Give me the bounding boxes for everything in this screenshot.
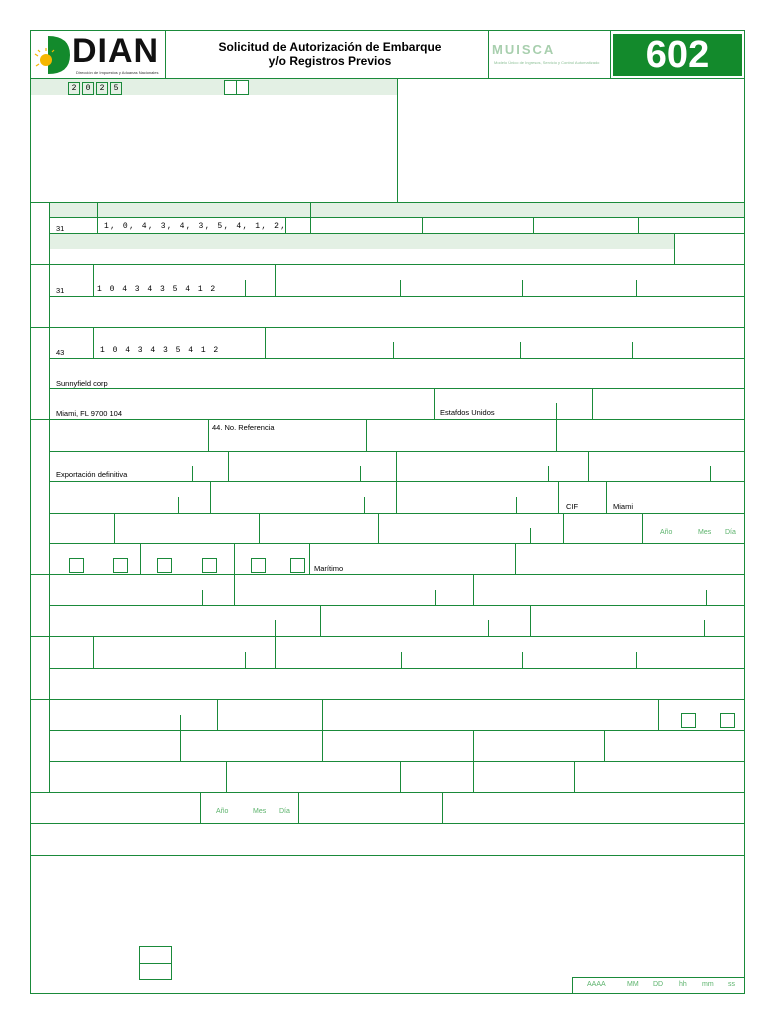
form-rule-line xyxy=(606,481,607,513)
form-rule-line xyxy=(574,761,575,792)
year-digit: 2 xyxy=(96,82,108,95)
form-rule-line xyxy=(245,652,246,668)
form-rule-line xyxy=(30,792,745,793)
form-rule-line xyxy=(97,203,98,233)
form-rule-line xyxy=(530,605,531,636)
form-rule-line xyxy=(50,513,744,514)
form-rule-line xyxy=(165,30,166,78)
form-rule-line xyxy=(30,699,745,700)
form-rule-line xyxy=(93,636,94,668)
reference-label: 44. No. Referencia xyxy=(212,423,275,432)
form-rule-line xyxy=(180,715,181,761)
shaded-band xyxy=(50,234,674,249)
form-rule-line xyxy=(228,451,229,481)
form-rule-line xyxy=(704,620,705,636)
form-rule-line xyxy=(658,699,659,730)
form-rule-line xyxy=(49,202,50,792)
dian-logo-subtitle: Dirección de Impuestos y Aduanas Nacionales xyxy=(76,70,159,75)
checkbox[interactable] xyxy=(236,80,249,95)
form-rule-line xyxy=(309,543,310,574)
form-rule-line xyxy=(30,574,745,575)
shaded-band xyxy=(50,203,744,217)
form-rule-line xyxy=(515,543,516,574)
form-rule-line xyxy=(360,466,361,481)
checkbox[interactable] xyxy=(251,558,266,573)
export-type-field[interactable]: Exportación definitiva xyxy=(56,470,128,479)
form-rule-line xyxy=(592,388,593,419)
form-rule-line xyxy=(50,296,744,297)
form-rule-line xyxy=(50,605,744,606)
checkbox[interactable] xyxy=(69,558,84,573)
form-rule-line xyxy=(488,30,489,78)
address-field[interactable]: Miami, FL 9700 104 xyxy=(56,409,123,418)
form-rule-line xyxy=(488,620,489,636)
timestamp-hint: AAAA xyxy=(587,981,606,988)
form-rule-line xyxy=(636,652,637,668)
form-rule-line xyxy=(473,574,474,605)
form-rule-line xyxy=(259,513,260,543)
year-digit: 0 xyxy=(82,82,94,95)
code-field[interactable]: 43 xyxy=(56,348,65,357)
form-rule-line xyxy=(638,217,639,233)
form-rule-line xyxy=(366,419,367,451)
form-rule-line xyxy=(30,327,745,328)
form-rule-line xyxy=(533,217,534,233)
form-rule-line xyxy=(572,977,573,994)
muisca-logo: MUISCA xyxy=(492,42,556,57)
form-rule-line xyxy=(364,497,365,513)
form-rule-line xyxy=(401,652,402,668)
timestamp-hint: mm xyxy=(702,981,714,988)
form-rule-line xyxy=(202,590,203,605)
form-rule-line xyxy=(93,264,94,296)
timestamp-hint: DD xyxy=(653,981,664,988)
form-rule-line xyxy=(50,217,744,218)
form-number-badge: 602 xyxy=(613,34,742,76)
form-rule-line xyxy=(50,543,744,544)
country-field[interactable]: Estafdos Unidos xyxy=(440,408,495,417)
form-rule-line xyxy=(604,730,605,761)
transport-field[interactable]: Marítimo xyxy=(314,564,344,573)
nit-field[interactable]: 1 0 4 3 4 3 5 4 1 2 xyxy=(100,346,220,355)
form-rule-line xyxy=(400,280,401,296)
year-hint: Año xyxy=(216,808,229,815)
form-rule-line xyxy=(610,30,611,78)
company-field[interactable]: Sunnyfield corp xyxy=(56,379,108,388)
checkbox[interactable] xyxy=(720,713,735,728)
form-rule-line xyxy=(245,280,246,296)
year-digit: 5 xyxy=(110,82,122,95)
form-rule-line xyxy=(275,620,276,636)
form-rule-line xyxy=(178,497,179,513)
form-title-line1: Solicitud de Autorización de Embarque xyxy=(218,40,442,54)
form-rule-line xyxy=(556,419,557,451)
form-rule-line xyxy=(378,513,379,543)
form-rule-line xyxy=(50,358,744,359)
form-rule-line xyxy=(320,605,321,636)
form-rule-line xyxy=(522,652,523,668)
checkbox[interactable] xyxy=(157,558,172,573)
form-rule-line xyxy=(632,342,633,358)
form-rule-line xyxy=(588,451,589,481)
timestamp-hint: MM xyxy=(627,981,639,988)
form-rule-line xyxy=(397,79,398,202)
form-rule-line xyxy=(556,403,557,419)
form-rule-line xyxy=(265,327,266,358)
form-rule-line xyxy=(210,481,211,513)
muisca-subtitle: Modelo Único de Ingresos, Servicio y Control Automatizado xyxy=(494,60,600,65)
dian-logo-text: DIAN xyxy=(72,32,160,70)
year-digit: 2 xyxy=(68,82,80,95)
day-hint: Día xyxy=(725,529,736,536)
form-rule-line xyxy=(139,963,172,964)
checkbox[interactable] xyxy=(113,558,128,573)
form-rule-line xyxy=(275,636,276,668)
timestamp-hint: ss xyxy=(728,981,735,988)
form-rule-line xyxy=(548,466,549,481)
form-rule-line xyxy=(30,823,745,824)
form-rule-line xyxy=(114,513,115,543)
form-rule-line xyxy=(516,497,517,513)
form-rule-line xyxy=(50,761,744,762)
form-rule-line xyxy=(310,203,311,233)
checkbox[interactable] xyxy=(290,558,305,573)
code-field[interactable]: 31 xyxy=(56,286,65,295)
form-rule-line xyxy=(435,590,436,605)
day-hint: Día xyxy=(279,808,290,815)
year-hint: Año xyxy=(660,529,673,536)
month-hint: Mes xyxy=(253,808,267,815)
timestamp-hint: hh xyxy=(679,981,687,988)
form-rule-line xyxy=(442,792,443,823)
form-rule-line xyxy=(400,761,401,792)
form-rule-line xyxy=(396,451,397,513)
form-rule-line xyxy=(226,761,227,792)
form-rule-line xyxy=(217,699,218,730)
form-rule-line xyxy=(93,327,94,358)
checkbox[interactable] xyxy=(202,558,217,573)
form-rule-line xyxy=(642,513,643,543)
form-rule-line xyxy=(572,977,745,978)
incoterm-field[interactable]: CIF xyxy=(566,502,579,511)
form-frame xyxy=(30,30,745,994)
form-rule-line xyxy=(140,543,141,574)
nit-field[interactable]: 1 0 4 3 4 3 5 4 1 2 xyxy=(97,285,217,294)
form-rule-line xyxy=(30,855,745,856)
form-title-line2: y/o Registros Previos xyxy=(268,54,392,68)
form-rule-line xyxy=(30,636,745,637)
form-rule-line xyxy=(50,730,744,731)
form-rule-line xyxy=(50,668,744,669)
form-rule-line xyxy=(636,280,637,296)
city-field[interactable]: Miami xyxy=(613,502,633,511)
form-rule-line xyxy=(422,217,423,233)
form-rule-line xyxy=(434,388,435,419)
form-rule-line xyxy=(298,792,299,823)
form-rule-line xyxy=(30,264,745,265)
form-rule-line xyxy=(706,590,707,605)
form-rule-line xyxy=(192,466,193,481)
form-rule-line xyxy=(520,342,521,358)
form-rule-line xyxy=(530,528,531,543)
form-rule-line xyxy=(50,481,744,482)
form-rule-line xyxy=(208,419,209,451)
checkbox[interactable] xyxy=(681,713,696,728)
form-rule-line xyxy=(50,388,744,389)
month-hint: Mes xyxy=(698,529,712,536)
code-field[interactable]: 31 xyxy=(56,224,65,233)
form-rule-line xyxy=(710,466,711,481)
form-rule-line xyxy=(674,233,675,264)
form-rule-line xyxy=(393,342,394,358)
nit-field[interactable]: 1, 0, 4, 3, 4, 3, 5, 4, 1, 2, xyxy=(104,222,287,231)
form-rule-line xyxy=(30,419,745,420)
form-rule-line xyxy=(200,792,201,823)
form-rule-line xyxy=(522,280,523,296)
form-rule-line xyxy=(558,481,559,513)
form-rule-line xyxy=(50,451,744,452)
form-rule-line xyxy=(563,513,564,543)
form-rule-line xyxy=(275,264,276,296)
